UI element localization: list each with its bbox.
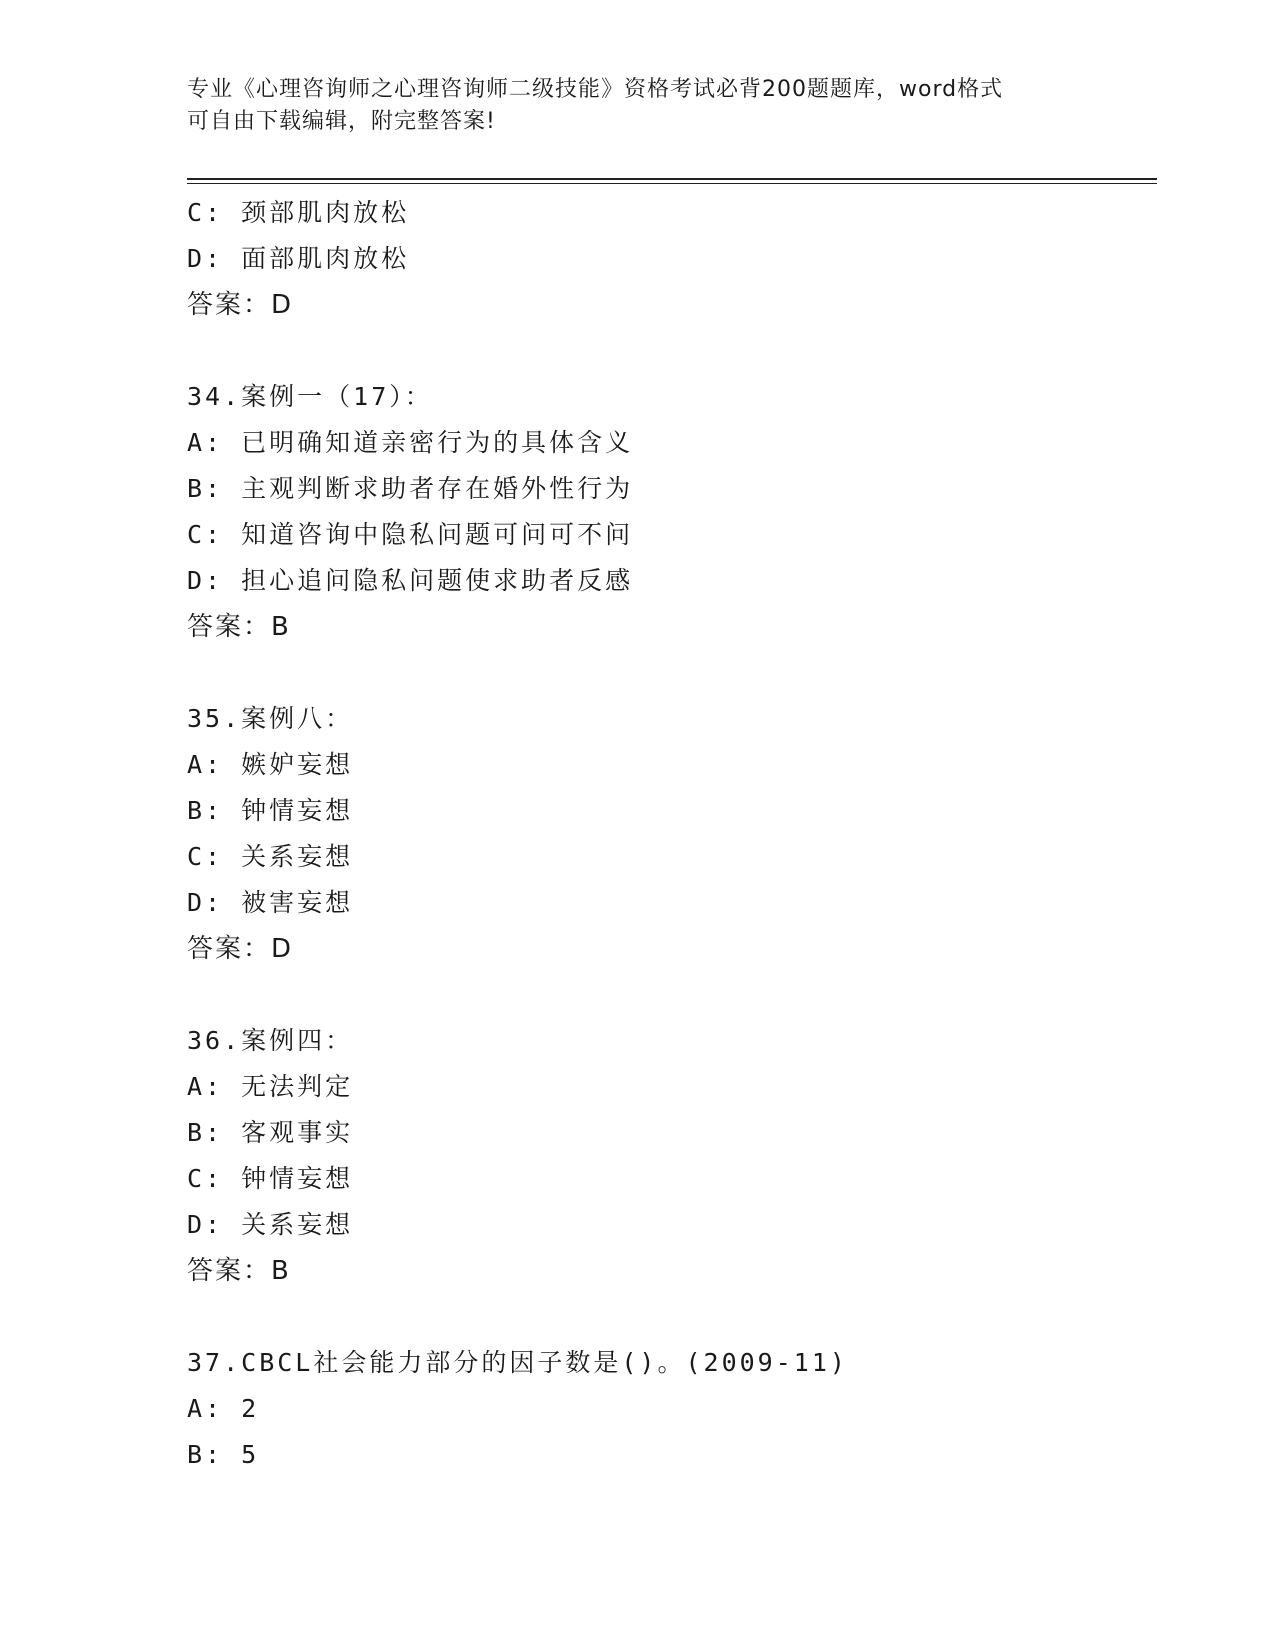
question-list (187, 190, 1157, 1478)
option-c: C: 钟情妄想 (187, 1164, 354, 1193)
answer-line: 答案：B (187, 1256, 291, 1286)
option-b: B: 5 (187, 1440, 260, 1469)
header-divider-thin (187, 183, 1157, 184)
question-title: 36.案例四： (187, 1026, 354, 1055)
spacer (187, 972, 1157, 1018)
option-d: D: 面部肌肉放松 (187, 244, 410, 273)
question-37 (187, 1340, 1157, 1478)
option-b: B: 主观判断求助者存在婚外性行为 (187, 474, 634, 503)
option-c: C: 颈部肌肉放松 (187, 198, 410, 227)
header-divider-thick (187, 178, 1157, 180)
option-b: B: 客观事实 (187, 1118, 354, 1147)
option-d: D: 担心追问隐私问题使求助者反感 (187, 566, 634, 595)
document-header (187, 74, 1067, 138)
option-a: A: 2 (187, 1394, 260, 1423)
question-title: 35.案例八： (187, 704, 354, 733)
answer-line: 答案：D (187, 934, 294, 964)
question-35 (187, 696, 1157, 972)
spacer (187, 1294, 1157, 1340)
header-title-line-2: 可自由下载编辑，附完整答案! (187, 109, 496, 134)
option-a: A: 无法判定 (187, 1072, 354, 1101)
option-a: A: 嫉妒妄想 (187, 750, 354, 779)
answer-line: 答案：B (187, 612, 291, 642)
question-34 (187, 374, 1157, 650)
answer-line: 答案：D (187, 290, 294, 320)
spacer (187, 650, 1157, 696)
question-title: 37.CBCL社会能力部分的因子数是()。(2009-11) (187, 1348, 848, 1377)
header-title-line-1: 专业《心理咨询师之心理咨询师二级技能》资格考试必背200题题库，word格式 (187, 77, 1004, 102)
option-d: D: 关系妄想 (187, 1210, 354, 1239)
option-b: B: 钟情妄想 (187, 796, 354, 825)
option-c: C: 知道咨询中隐私问题可问可不问 (187, 520, 634, 549)
option-c: C: 关系妄想 (187, 842, 354, 871)
option-a: A: 已明确知道亲密行为的具体含义 (187, 428, 634, 457)
question-33 (187, 190, 1157, 328)
spacer (187, 328, 1157, 374)
option-d: D: 被害妄想 (187, 888, 354, 917)
question-title: 34.案例一（17）： (187, 382, 433, 411)
question-36 (187, 1018, 1157, 1294)
